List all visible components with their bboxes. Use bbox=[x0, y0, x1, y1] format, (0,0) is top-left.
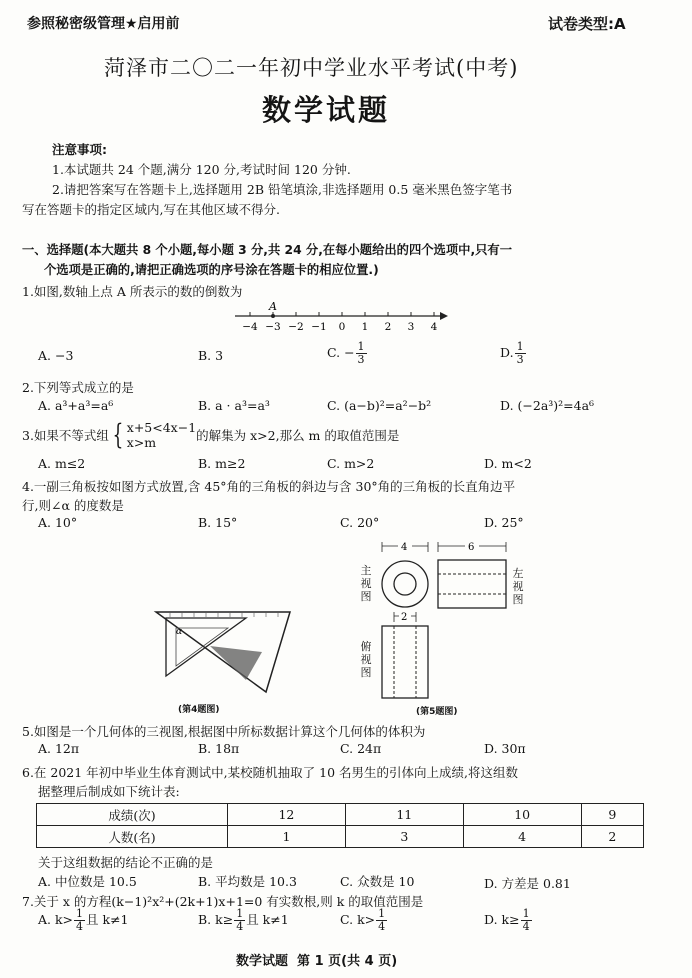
exam-title: 菏泽市二〇二一年初中学业水平考试(中考) bbox=[104, 56, 519, 80]
q7-option-b[interactable]: B. k≥ $\frac{1}{4}$ 且 k≠1 bbox=[198, 907, 289, 933]
q3-option-a[interactable]: A. m≤2 bbox=[38, 456, 86, 471]
q1-stem: 1.如图,数轴上点 A 所表示的数的倒数为 bbox=[22, 284, 243, 299]
section-heading-cont: 个选项是正确的,请把正确选项的序号涂在答题卡的相应位置.) bbox=[44, 263, 379, 277]
number-line bbox=[230, 300, 450, 336]
q4-option-d[interactable]: D. 25° bbox=[484, 515, 524, 530]
q5-option-b[interactable]: B. 18π bbox=[198, 741, 240, 756]
q2-option-d[interactable]: D. (−2a³)²=4a⁶ bbox=[500, 398, 595, 413]
q3-option-d[interactable]: D. m<2 bbox=[484, 456, 532, 471]
svg-text:α: α bbox=[176, 627, 183, 637]
q6-stem-line2: 据整理后制成如下统计表: bbox=[38, 784, 180, 799]
axis-tick-label: −1 bbox=[311, 321, 327, 333]
q5-stem: 5.如图是一个几何体的三视图,根据图中所标数据计算这个几何体的体积为 bbox=[22, 724, 426, 739]
q5-caption: (第5题图) bbox=[416, 707, 458, 717]
axis-tick-label: 2 bbox=[384, 321, 392, 333]
q4-option-b[interactable]: B. 15° bbox=[198, 515, 238, 530]
q6-conclusion: 关于这组数据的结论不正确的是 bbox=[38, 855, 214, 870]
q2-option-b[interactable]: B. a · a³=a³ bbox=[198, 398, 270, 413]
svg-text:4: 4 bbox=[401, 542, 408, 553]
table-cell: 12 bbox=[228, 804, 346, 826]
q6-option-a[interactable]: A. 中位数是 10.5 bbox=[38, 874, 137, 889]
confidential-label: 参照秘密级管理★启用前 bbox=[27, 16, 180, 32]
axis-tick-label: −3 bbox=[265, 321, 281, 333]
q1-option-d[interactable]: D. $\frac{1}{3}$ bbox=[500, 340, 524, 366]
subject-title: 数学试题 bbox=[262, 93, 391, 127]
table-cell: 1 bbox=[228, 826, 346, 848]
table-row bbox=[37, 826, 644, 848]
axis-tick-label: −2 bbox=[288, 321, 304, 333]
q7-stem: 7.关于 x 的方程(k−1)²x²+(2k+1)x+1=0 有实数根,则 k 的取值范围是 bbox=[22, 894, 424, 909]
table-row bbox=[37, 804, 644, 826]
table-cell: 9 bbox=[581, 804, 643, 826]
point-a-dot bbox=[271, 314, 275, 318]
q4-option-a[interactable]: A. 10° bbox=[38, 515, 78, 530]
svg-text:6: 6 bbox=[468, 542, 475, 553]
axis-tick-label: 3 bbox=[407, 321, 415, 333]
q3-option-c[interactable]: C. m>2 bbox=[327, 456, 375, 471]
q2-option-a[interactable]: A. a³+a³=a⁶ bbox=[38, 398, 114, 413]
q3-stem: 3.如果不等式组 { x+5<4x−1 x>m 的解集为 x>2,那么 m 的取值范围是 bbox=[22, 418, 400, 451]
q6-stem-line1: 6.在 2021 年初中毕业生体育测试中,某校随机抽取了 10 名男生的引体向上成绩,将这组数 bbox=[22, 765, 518, 780]
top-view-label: 俯视图 bbox=[360, 640, 372, 679]
point-a-label: A bbox=[269, 300, 277, 313]
q7-option-d[interactable]: D. k≥ $\frac{1}{4}$ bbox=[484, 907, 530, 933]
front-view-inner-circle bbox=[394, 573, 416, 595]
q4-caption: (第4题图) bbox=[178, 705, 220, 715]
q5-option-d[interactable]: D. 30π bbox=[484, 741, 526, 756]
q6-option-c[interactable]: C. 众数是 10 bbox=[340, 874, 415, 889]
table-cell: 3 bbox=[345, 826, 463, 848]
notes-heading: 注意事项: bbox=[52, 142, 107, 157]
left-view-label: 左视图 bbox=[512, 567, 524, 606]
q4-stem-line1: 4.一副三角板按如图方式放置,含 45°角的三角板的斜边与含 30°角的三角板的长直角边平 bbox=[22, 479, 516, 494]
table-header-cell: 成绩(次) bbox=[37, 804, 228, 826]
note-2-cont: 写在答题卡的指定区域内,写在其他区域不得分. bbox=[22, 202, 280, 217]
q7-option-c[interactable]: C. k> $\frac{1}{4}$ bbox=[340, 907, 386, 933]
q3-option-b[interactable]: B. m≥2 bbox=[198, 456, 246, 471]
top-view-rect bbox=[382, 626, 428, 698]
section-heading: 一、选择题(本大题共 8 个小题,每小题 3 分,共 24 分,在每小题给出的四个选项中,只有一 bbox=[22, 243, 513, 257]
front-view-outer-circle bbox=[382, 561, 428, 607]
table-cell: 10 bbox=[463, 804, 581, 826]
table-cell: 4 bbox=[463, 826, 581, 848]
q2-stem: 2.下列等式成立的是 bbox=[22, 380, 134, 395]
table-cell: 2 bbox=[581, 826, 643, 848]
axis-tick-label: −4 bbox=[242, 321, 258, 333]
q1-option-a[interactable]: A. −3 bbox=[38, 348, 74, 363]
q1-option-c[interactable]: C. − $\frac{1}{3}$ bbox=[327, 340, 365, 366]
q5-figure bbox=[368, 538, 538, 712]
left-view-rect bbox=[438, 560, 506, 608]
q4-figure bbox=[150, 608, 296, 700]
page-footer: 数学试题 第 1 页(共 4 页) bbox=[236, 954, 398, 969]
stats-table bbox=[36, 803, 644, 848]
q7-option-a[interactable]: A. k> $\frac{1}{4}$ 且 k≠1 bbox=[38, 907, 129, 933]
axis-tick-label: 1 bbox=[361, 321, 369, 333]
front-view-label: 主视图 bbox=[360, 564, 372, 603]
axis-tick-label: 0 bbox=[338, 321, 346, 333]
q6-option-b[interactable]: B. 平均数是 10.3 bbox=[198, 874, 297, 889]
axis-tick-label: 4 bbox=[430, 321, 438, 333]
note-1: 1.本试题共 24 个题,满分 120 分,考试时间 120 分钟. bbox=[52, 162, 351, 177]
overlap-region bbox=[210, 646, 262, 680]
table-header-cell: 人数(名) bbox=[37, 826, 228, 848]
q2-option-c[interactable]: C. (a−b)²=a²−b² bbox=[327, 398, 432, 413]
note-2: 2.请把答案写在答题卡上,选择题用 2B 铅笔填涂,非选择题用 0.5 毫米黑色签字笔书 bbox=[52, 182, 513, 197]
q1-option-b[interactable]: B. 3 bbox=[198, 348, 224, 363]
q4-option-c[interactable]: C. 20° bbox=[340, 515, 380, 530]
q5-option-a[interactable]: A. 12π bbox=[38, 741, 80, 756]
q6-option-d[interactable]: D. 方差是 0.81 bbox=[484, 876, 571, 891]
paper-type-label: 试卷类型:A bbox=[548, 15, 626, 33]
table-cell: 11 bbox=[345, 804, 463, 826]
q4-stem-line2: 行,则∠α 的度数是 bbox=[22, 498, 124, 513]
q5-option-c[interactable]: C. 24π bbox=[340, 741, 382, 756]
svg-text:2: 2 bbox=[401, 612, 408, 623]
